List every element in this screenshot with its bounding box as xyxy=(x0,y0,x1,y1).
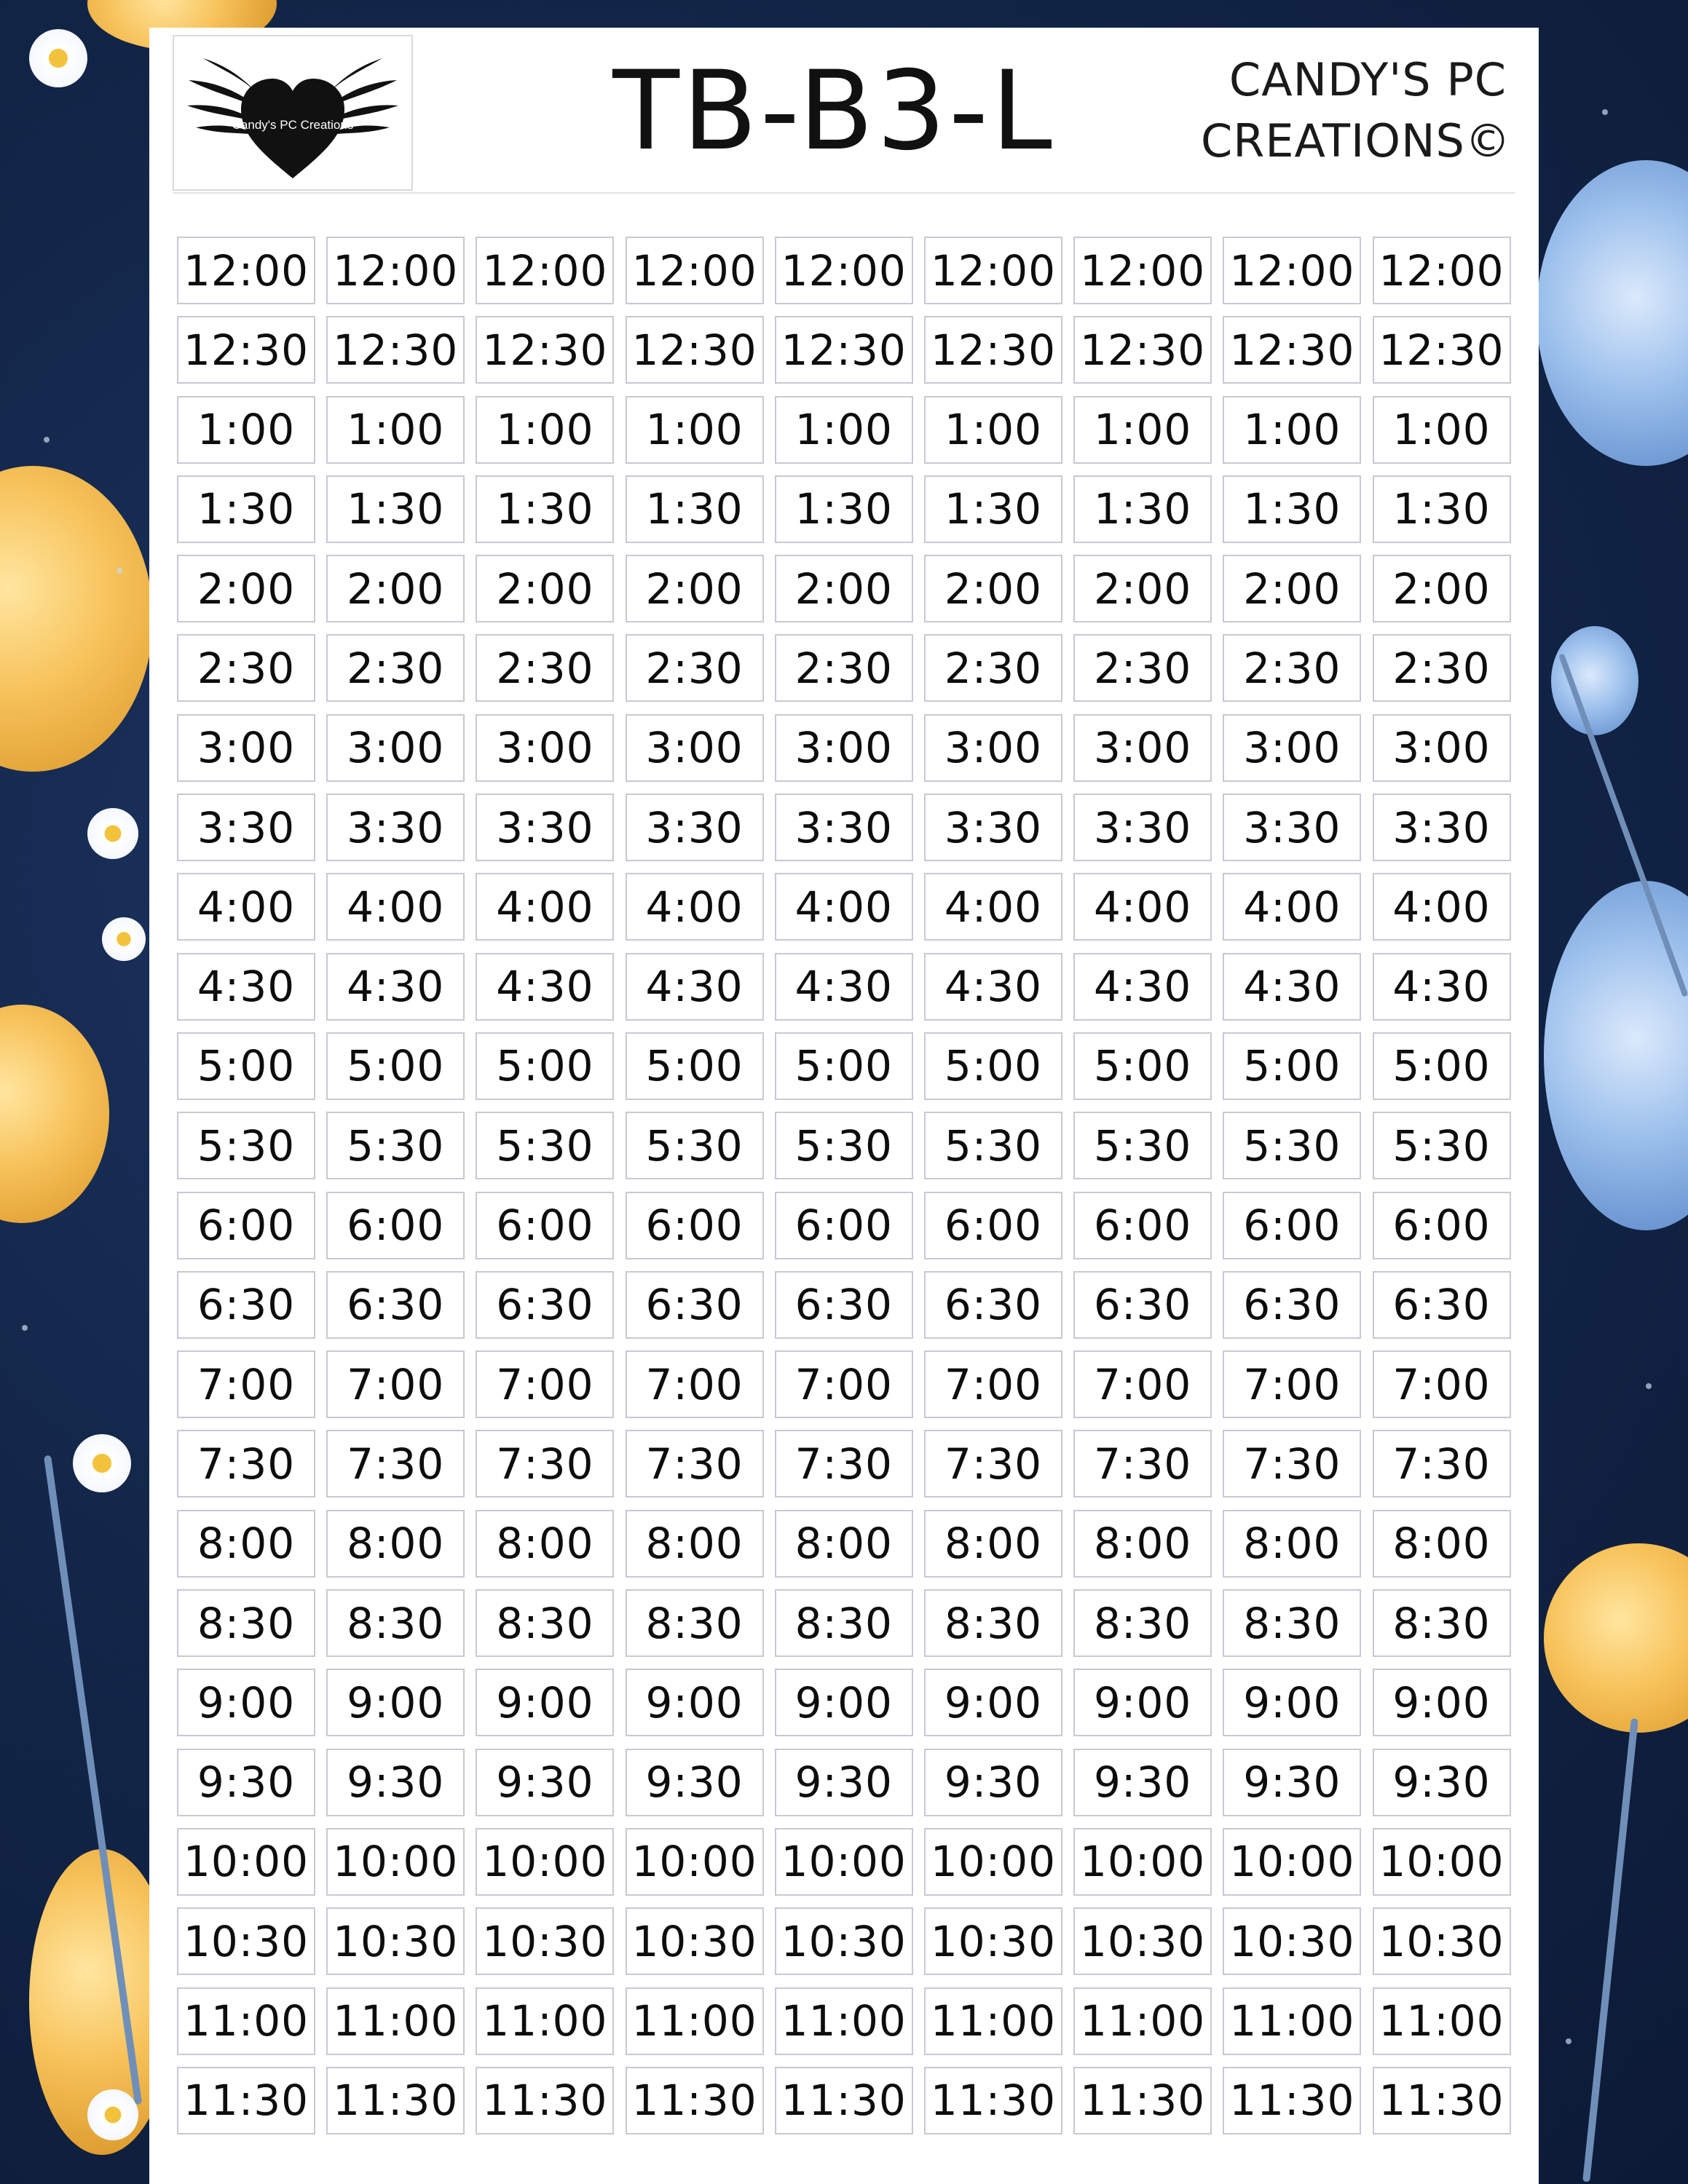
time-sticker: 3:30 xyxy=(1373,794,1511,861)
time-sticker: 12:30 xyxy=(326,316,465,384)
time-sticker: 9:00 xyxy=(1073,1669,1212,1736)
time-sticker: 3:30 xyxy=(1073,794,1212,861)
time-sticker: 12:30 xyxy=(1223,316,1361,384)
time-sticker: 2:00 xyxy=(326,555,465,622)
time-sticker: 7:30 xyxy=(177,1430,315,1497)
time-sticker: 4:30 xyxy=(1223,953,1361,1021)
time-sticker: 12:00 xyxy=(1073,237,1212,304)
logo-text: Candy's PC Creations xyxy=(232,118,354,132)
time-sticker: 4:00 xyxy=(1373,873,1511,941)
time-sticker: 2:30 xyxy=(1073,634,1212,702)
time-sticker: 5:30 xyxy=(1073,1112,1212,1179)
time-sticker: 10:00 xyxy=(177,1828,315,1896)
time-sticker: 10:30 xyxy=(177,1907,315,1975)
time-sticker: 12:30 xyxy=(177,316,315,384)
time-sticker: 2:00 xyxy=(1373,555,1511,622)
time-sticker: 4:30 xyxy=(1073,953,1212,1021)
time-sticker: 5:30 xyxy=(775,1112,913,1179)
blue-flower-small-right xyxy=(1551,626,1638,735)
time-sticker: 9:30 xyxy=(1223,1749,1361,1816)
time-sticker: 11:00 xyxy=(1373,1987,1511,2055)
time-sticker: 4:30 xyxy=(326,953,465,1021)
time-sticker: 2:30 xyxy=(924,634,1062,702)
time-sticker: 4:00 xyxy=(626,873,764,941)
sparkle-dot xyxy=(1602,109,1608,115)
time-sticker: 11:00 xyxy=(177,1987,315,2055)
time-sticker: 10:30 xyxy=(1073,1907,1212,1975)
time-sticker: 10:00 xyxy=(626,1828,764,1896)
time-sticker: 12:30 xyxy=(1373,316,1511,384)
time-sticker: 4:00 xyxy=(924,873,1062,941)
time-sticker: 12:30 xyxy=(626,316,764,384)
time-sticker: 5:00 xyxy=(924,1032,1062,1100)
blue-flower-top-right xyxy=(1537,160,1688,466)
time-sticker: 10:00 xyxy=(775,1828,913,1896)
time-sticker: 1:30 xyxy=(1073,475,1212,543)
logo xyxy=(173,35,413,191)
time-sticker: 10:30 xyxy=(1373,1907,1511,1975)
time-sticker: 10:00 xyxy=(476,1828,614,1896)
page-title: TB-B3-L xyxy=(612,48,1055,175)
brand-line-2: CREATIONS© xyxy=(1201,114,1511,167)
time-sticker: 5:00 xyxy=(1073,1032,1212,1100)
time-sticker: 7:00 xyxy=(326,1350,465,1418)
time-sticker: 9:30 xyxy=(626,1749,764,1816)
time-sticker: 9:30 xyxy=(326,1749,465,1816)
time-sticker: 3:30 xyxy=(775,794,913,861)
time-sticker: 11:30 xyxy=(924,2067,1062,2134)
time-sticker: 3:30 xyxy=(476,794,614,861)
time-sticker: 5:30 xyxy=(1373,1112,1511,1179)
time-sticker: 3:30 xyxy=(924,794,1062,861)
time-sticker: 10:00 xyxy=(326,1828,465,1896)
time-sticker: 4:30 xyxy=(476,953,614,1021)
time-sticker: 3:00 xyxy=(1073,714,1212,782)
time-sticker: 8:30 xyxy=(1223,1589,1361,1657)
time-sticker: 2:30 xyxy=(626,634,764,702)
time-sticker: 9:30 xyxy=(924,1749,1062,1816)
time-sticker: 5:30 xyxy=(924,1112,1062,1179)
time-sticker: 11:30 xyxy=(177,2067,315,2134)
time-sticker: 7:00 xyxy=(177,1350,315,1418)
time-sticker: 3:30 xyxy=(1223,794,1361,861)
time-sticker: 1:00 xyxy=(1223,396,1361,464)
time-sticker: 11:30 xyxy=(1223,2067,1361,2134)
time-sticker: 9:30 xyxy=(1373,1749,1511,1816)
time-sticker: 3:00 xyxy=(1223,714,1361,782)
time-sticker: 1:30 xyxy=(775,475,913,543)
time-sticker: 1:30 xyxy=(326,475,465,543)
time-sticker: 3:00 xyxy=(326,714,465,782)
time-sticker: 11:30 xyxy=(626,2067,764,2134)
time-sticker: 6:00 xyxy=(924,1192,1062,1259)
time-sticker: 7:00 xyxy=(924,1350,1062,1418)
time-sticker: 2:00 xyxy=(177,555,315,622)
time-sticker: 7:30 xyxy=(775,1430,913,1497)
time-sticker: 11:00 xyxy=(924,1987,1062,2055)
time-sticker: 3:30 xyxy=(626,794,764,861)
yellow-flower-left-mid xyxy=(0,1005,109,1223)
time-sticker: 5:00 xyxy=(626,1032,764,1100)
time-sticker: 3:00 xyxy=(476,714,614,782)
time-sticker: 11:00 xyxy=(775,1987,913,2055)
sparkle-dot xyxy=(22,1325,28,1331)
time-sticker: 8:00 xyxy=(924,1510,1062,1578)
time-sticker: 12:00 xyxy=(1223,237,1361,304)
time-sticker: 8:00 xyxy=(476,1510,614,1578)
time-sticker: 8:30 xyxy=(326,1589,465,1657)
sparkle-dot xyxy=(117,568,122,574)
yellow-flower-left xyxy=(0,466,153,772)
time-sticker: 1:30 xyxy=(1373,475,1511,543)
time-sticker: 2:00 xyxy=(924,555,1062,622)
time-sticker: 4:00 xyxy=(177,873,315,941)
time-sticker: 11:30 xyxy=(1373,2067,1511,2134)
brand-line-1: CANDY'S PC xyxy=(1228,53,1507,106)
time-sticker: 5:30 xyxy=(177,1112,315,1179)
time-sticker: 7:00 xyxy=(1073,1350,1212,1418)
time-sticker: 11:30 xyxy=(1073,2067,1212,2134)
time-sticker: 11:30 xyxy=(775,2067,913,2134)
time-sticker: 12:00 xyxy=(177,237,315,304)
time-sticker: 6:30 xyxy=(775,1271,913,1339)
time-sticker: 7:00 xyxy=(775,1350,913,1418)
time-sticker: 6:00 xyxy=(326,1192,465,1259)
time-sticker: 1:00 xyxy=(924,396,1062,464)
time-sticker: 5:30 xyxy=(476,1112,614,1179)
daisy-4 xyxy=(73,1434,131,1492)
sparkle-dot xyxy=(44,437,50,443)
time-sticker: 5:00 xyxy=(476,1032,614,1100)
time-sticker: 8:00 xyxy=(1373,1510,1511,1578)
time-sticker: 1:00 xyxy=(177,396,315,464)
time-sticker: 6:30 xyxy=(326,1271,465,1339)
time-sticker: 9:30 xyxy=(1073,1749,1212,1816)
time-sticker: 10:00 xyxy=(1073,1828,1212,1896)
time-sticker: 1:30 xyxy=(924,475,1062,543)
sparkle-dot xyxy=(1566,2038,1571,2044)
time-sticker: 9:00 xyxy=(476,1669,614,1736)
time-sticker: 5:30 xyxy=(1223,1112,1361,1179)
time-sticker: 6:30 xyxy=(1223,1271,1361,1339)
time-sticker: 3:00 xyxy=(775,714,913,782)
time-sticker: 1:30 xyxy=(177,475,315,543)
time-sticker: 6:30 xyxy=(177,1271,315,1339)
time-sticker: 3:00 xyxy=(177,714,315,782)
time-sticker: 5:00 xyxy=(177,1032,315,1100)
time-sticker: 7:00 xyxy=(626,1350,764,1418)
time-sticker: 2:00 xyxy=(476,555,614,622)
time-sticker: 1:00 xyxy=(1073,396,1212,464)
time-sticker: 11:30 xyxy=(476,2067,614,2134)
time-sticker: 7:00 xyxy=(1223,1350,1361,1418)
time-sticker: 2:30 xyxy=(1223,634,1361,702)
time-sticker: 4:30 xyxy=(775,953,913,1021)
time-sticker: 11:00 xyxy=(626,1987,764,2055)
time-sticker: 5:30 xyxy=(326,1112,465,1179)
time-sticker: 11:00 xyxy=(476,1987,614,2055)
time-sticker-grid xyxy=(177,237,1511,2134)
time-sticker: 8:00 xyxy=(626,1510,764,1578)
time-sticker: 4:00 xyxy=(476,873,614,941)
winged-heart-icon xyxy=(174,36,411,189)
time-sticker: 10:30 xyxy=(1223,1907,1361,1975)
time-sticker: 7:30 xyxy=(1073,1430,1212,1497)
brand-name xyxy=(1201,50,1511,172)
time-sticker: 1:30 xyxy=(626,475,764,543)
timestamp-sticker-sheet xyxy=(149,28,1539,2184)
time-sticker: 8:30 xyxy=(476,1589,614,1657)
time-sticker: 2:30 xyxy=(326,634,465,702)
time-sticker: 5:00 xyxy=(1223,1032,1361,1100)
time-sticker: 5:00 xyxy=(775,1032,913,1100)
time-sticker: 1:00 xyxy=(1373,396,1511,464)
time-sticker: 10:30 xyxy=(476,1907,614,1975)
time-sticker: 7:00 xyxy=(476,1350,614,1418)
time-sticker: 9:00 xyxy=(775,1669,913,1736)
time-sticker: 8:30 xyxy=(626,1589,764,1657)
time-sticker: 2:30 xyxy=(775,634,913,702)
time-sticker: 2:30 xyxy=(1373,634,1511,702)
time-sticker: 9:00 xyxy=(626,1669,764,1736)
time-sticker: 2:00 xyxy=(1073,555,1212,622)
time-sticker: 8:30 xyxy=(1373,1589,1511,1657)
time-sticker: 9:00 xyxy=(177,1669,315,1736)
daisy-5 xyxy=(87,2089,138,2140)
time-sticker: 8:00 xyxy=(177,1510,315,1578)
time-sticker: 1:30 xyxy=(476,475,614,543)
time-sticker: 3:30 xyxy=(177,794,315,861)
time-sticker: 12:00 xyxy=(476,237,614,304)
time-sticker: 10:00 xyxy=(1223,1828,1361,1896)
time-sticker: 9:00 xyxy=(326,1669,465,1736)
time-sticker: 8:30 xyxy=(1073,1589,1212,1657)
time-sticker: 2:00 xyxy=(1223,555,1361,622)
time-sticker: 9:00 xyxy=(1223,1669,1361,1736)
time-sticker: 6:00 xyxy=(775,1192,913,1259)
time-sticker: 12:00 xyxy=(1373,237,1511,304)
time-sticker: 3:00 xyxy=(1373,714,1511,782)
time-sticker: 12:30 xyxy=(1073,316,1212,384)
time-sticker: 7:30 xyxy=(1373,1430,1511,1497)
time-sticker: 8:00 xyxy=(775,1510,913,1578)
blue-flower-mid-right xyxy=(1544,881,1688,1230)
time-sticker: 10:30 xyxy=(626,1907,764,1975)
time-sticker: 12:00 xyxy=(924,237,1062,304)
time-sticker: 5:00 xyxy=(1373,1032,1511,1100)
time-sticker: 6:30 xyxy=(626,1271,764,1339)
time-sticker: 9:30 xyxy=(775,1749,913,1816)
time-sticker: 8:30 xyxy=(177,1589,315,1657)
yellow-flower-bottom-right xyxy=(1544,1543,1688,1733)
time-sticker: 6:30 xyxy=(1373,1271,1511,1339)
time-sticker: 1:00 xyxy=(476,396,614,464)
time-sticker: 6:30 xyxy=(924,1271,1062,1339)
time-sticker: 2:30 xyxy=(177,634,315,702)
time-sticker: 3:00 xyxy=(626,714,764,782)
time-sticker: 10:30 xyxy=(775,1907,913,1975)
time-sticker: 4:00 xyxy=(326,873,465,941)
time-sticker: 1:00 xyxy=(775,396,913,464)
time-sticker: 12:00 xyxy=(326,237,465,304)
sheet-header xyxy=(149,28,1539,197)
time-sticker: 4:30 xyxy=(177,953,315,1021)
time-sticker: 1:00 xyxy=(626,396,764,464)
time-sticker: 6:30 xyxy=(476,1271,614,1339)
time-sticker: 6:00 xyxy=(1073,1192,1212,1259)
time-sticker: 10:30 xyxy=(326,1907,465,1975)
time-sticker: 7:00 xyxy=(1373,1350,1511,1418)
daisy-2 xyxy=(87,808,138,859)
time-sticker: 8:00 xyxy=(1223,1510,1361,1578)
time-sticker: 6:00 xyxy=(1373,1192,1511,1259)
time-sticker: 3:00 xyxy=(924,714,1062,782)
time-sticker: 9:30 xyxy=(476,1749,614,1816)
time-sticker: 11:00 xyxy=(1073,1987,1212,2055)
time-sticker: 9:00 xyxy=(1373,1669,1511,1736)
time-sticker: 10:00 xyxy=(1373,1828,1511,1896)
sparkle-dot xyxy=(1646,1383,1652,1389)
time-sticker: 6:00 xyxy=(626,1192,764,1259)
time-sticker: 8:30 xyxy=(775,1589,913,1657)
time-sticker: 7:30 xyxy=(326,1430,465,1497)
time-sticker: 12:30 xyxy=(775,316,913,384)
time-sticker: 1:00 xyxy=(326,396,465,464)
time-sticker: 12:30 xyxy=(924,316,1062,384)
time-sticker: 8:00 xyxy=(326,1510,465,1578)
time-sticker: 8:30 xyxy=(924,1589,1062,1657)
time-sticker: 4:00 xyxy=(1073,873,1212,941)
time-sticker: 2:00 xyxy=(626,555,764,622)
time-sticker: 7:30 xyxy=(476,1430,614,1497)
time-sticker: 4:30 xyxy=(626,953,764,1021)
time-sticker: 4:00 xyxy=(775,873,913,941)
stem-right xyxy=(1582,1718,1638,2183)
time-sticker: 12:00 xyxy=(626,237,764,304)
time-sticker: 11:30 xyxy=(326,2067,465,2134)
time-sticker: 7:30 xyxy=(1223,1430,1361,1497)
time-sticker: 8:00 xyxy=(1073,1510,1212,1578)
time-sticker: 6:00 xyxy=(1223,1192,1361,1259)
time-sticker: 1:30 xyxy=(1223,475,1361,543)
time-sticker: 4:30 xyxy=(924,953,1062,1021)
time-sticker: 6:00 xyxy=(177,1192,315,1259)
time-sticker: 9:30 xyxy=(177,1749,315,1816)
time-sticker: 2:30 xyxy=(476,634,614,702)
time-sticker: 7:30 xyxy=(626,1430,764,1497)
daisy-1 xyxy=(29,29,87,87)
time-sticker: 10:00 xyxy=(924,1828,1062,1896)
time-sticker: 5:00 xyxy=(326,1032,465,1100)
time-sticker: 10:30 xyxy=(924,1907,1062,1975)
time-sticker: 11:00 xyxy=(1223,1987,1361,2055)
time-sticker: 6:30 xyxy=(1073,1271,1212,1339)
time-sticker: 12:30 xyxy=(476,316,614,384)
time-sticker: 11:00 xyxy=(326,1987,465,2055)
time-sticker: 4:30 xyxy=(1373,953,1511,1021)
time-sticker: 7:30 xyxy=(924,1430,1062,1497)
time-sticker: 12:00 xyxy=(775,237,913,304)
time-sticker: 2:00 xyxy=(775,555,913,622)
time-sticker: 9:00 xyxy=(924,1669,1062,1736)
daisy-3 xyxy=(102,917,146,961)
time-sticker: 4:00 xyxy=(1223,873,1361,941)
header-divider xyxy=(173,192,1515,194)
time-sticker: 5:30 xyxy=(626,1112,764,1179)
time-sticker: 3:30 xyxy=(326,794,465,861)
time-sticker: 6:00 xyxy=(476,1192,614,1259)
